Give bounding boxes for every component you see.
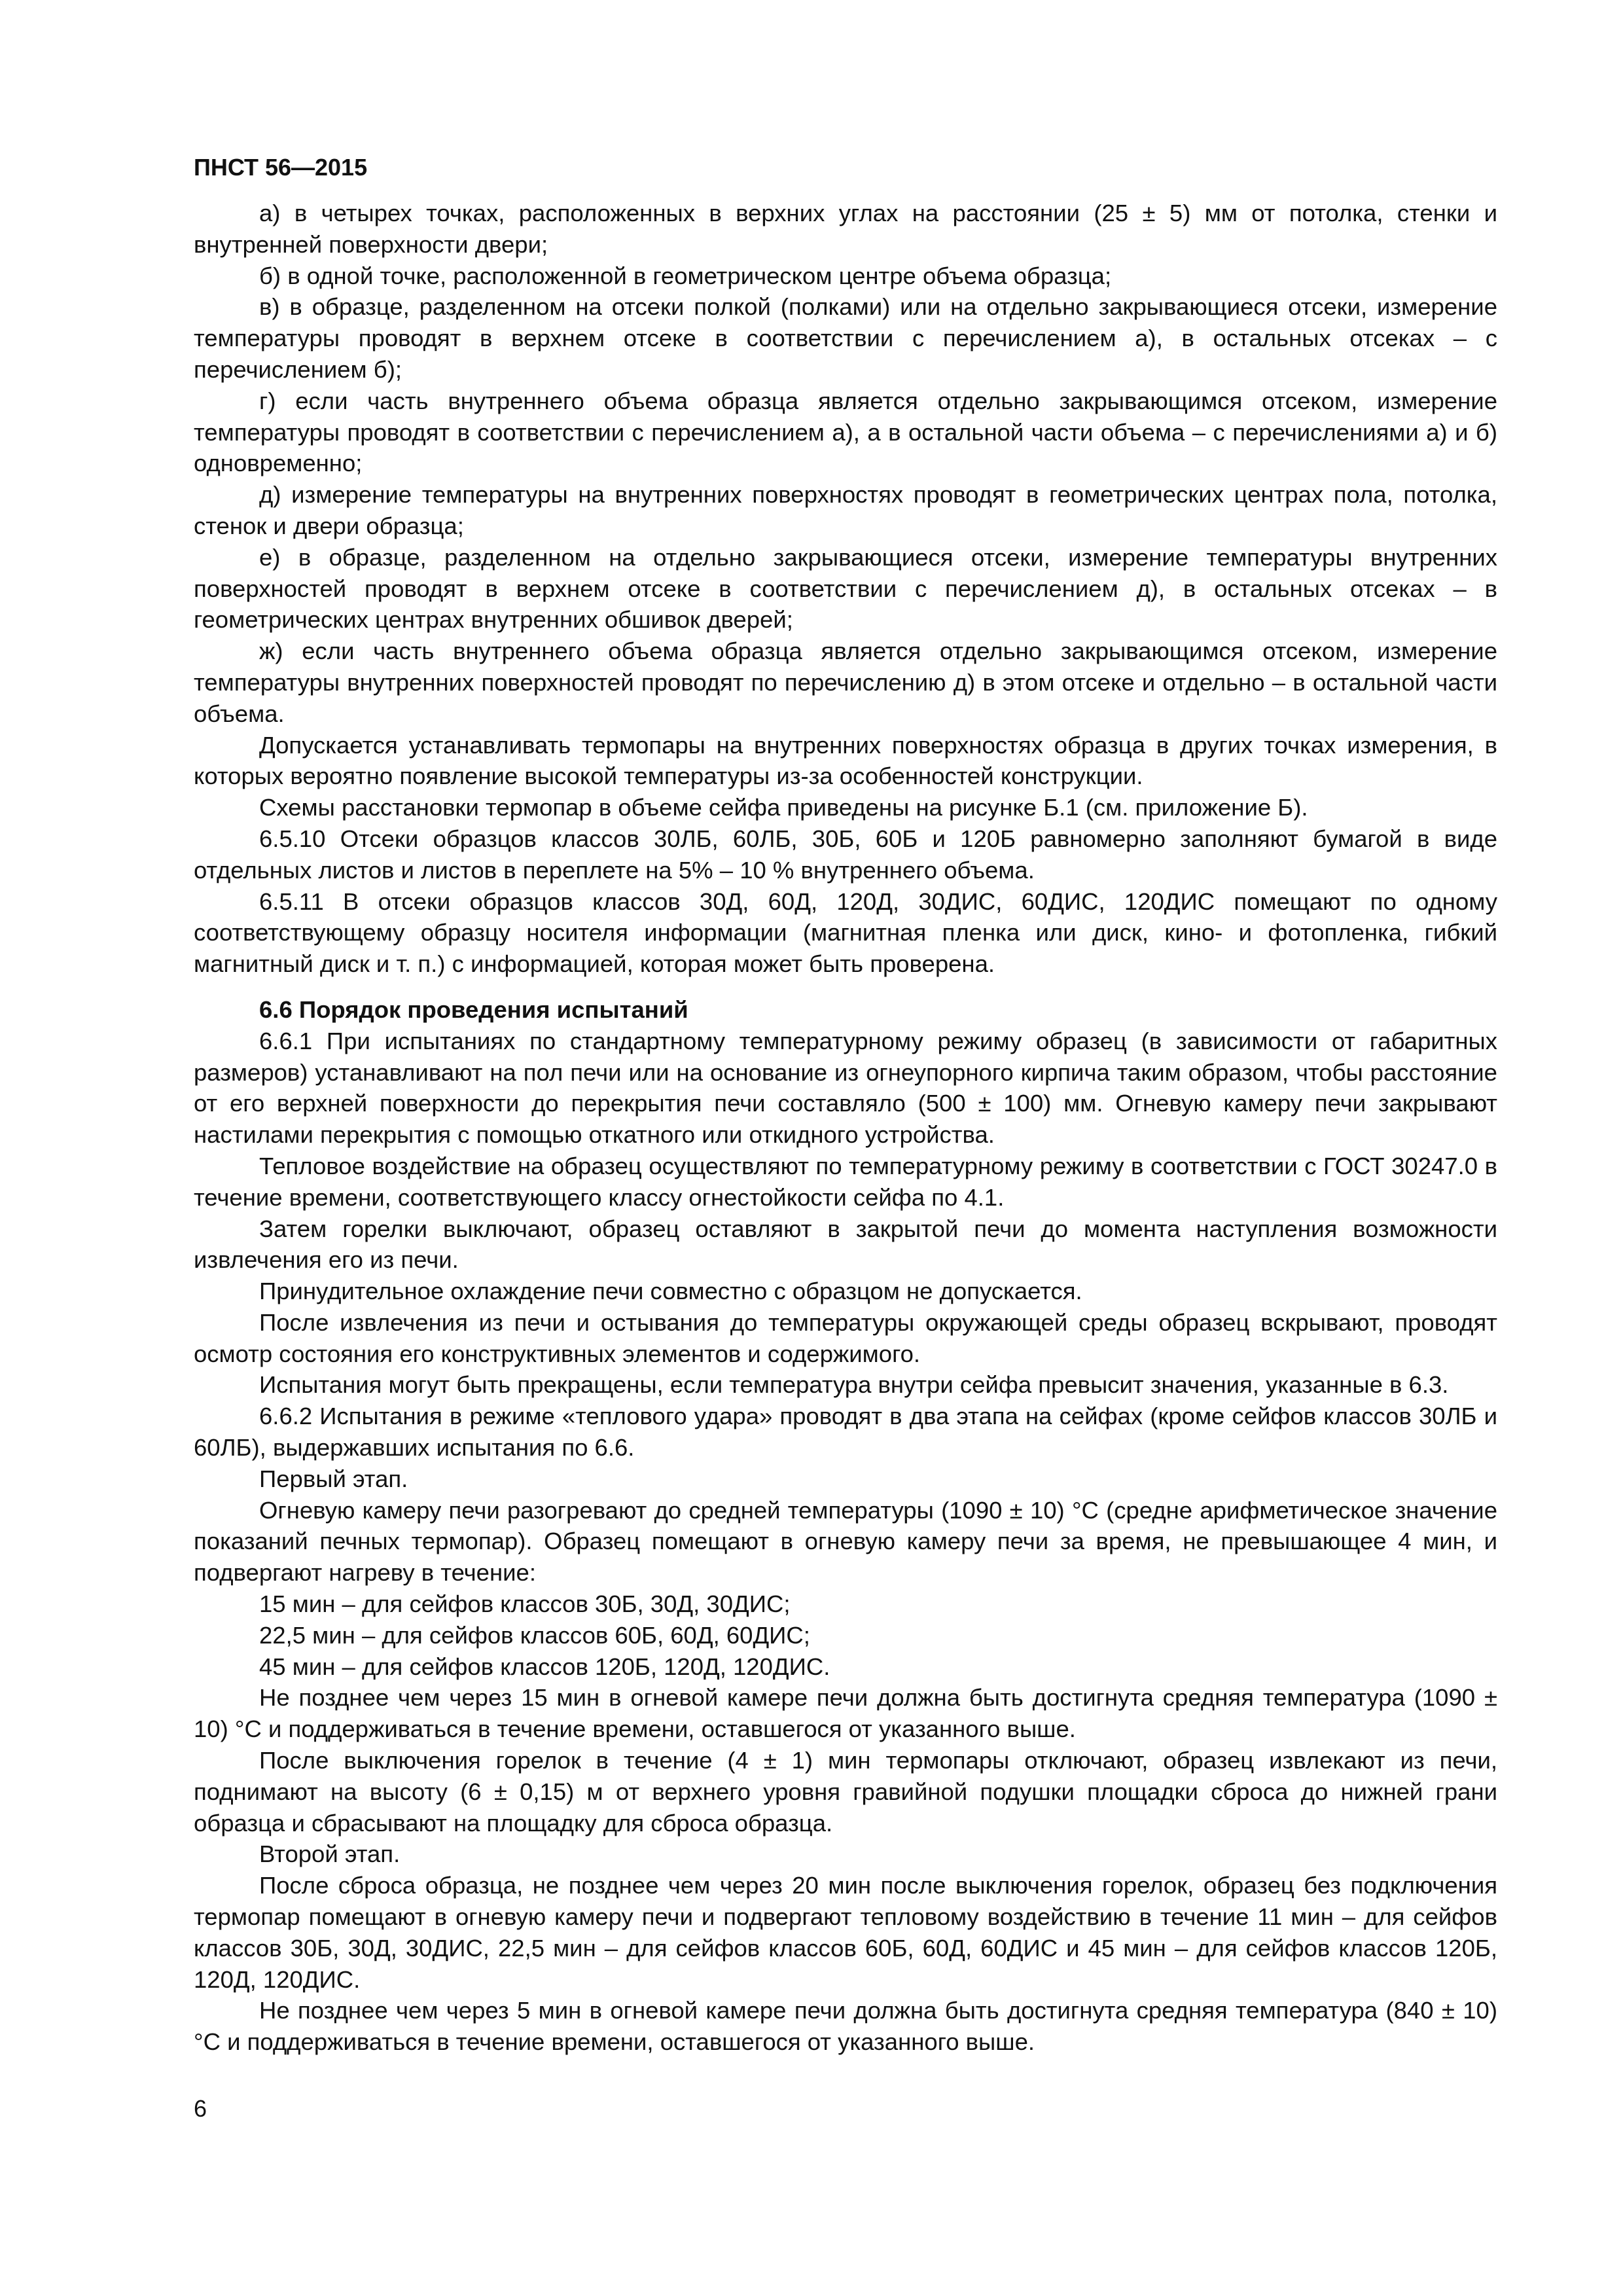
paragraph: ж) если часть внутреннего объема образца является отдельно закрывающимся отсеком, измерение температуры внутренних поверхностей проводят по перечислению д) в этом отсеке и отдельно – в остальной части объема. xyxy=(194,637,1497,727)
paragraph: 45 мин – для сейфов классов 120Б, 120Д, 120ДИС. xyxy=(259,1653,830,1680)
paragraph: Не позднее чем через 5 мин в огневой камере печи должна быть достигнута средняя температура (840 ± 10) °С и поддерживаться в течение времени, оставшегося от указанного выше. xyxy=(194,1997,1497,2056)
paragraph: 6.5.11 В отсеки образцов классов 30Д, 60Д, 120Д, 30ДИС, 60ДИС, 120ДИС помещают по одному соответствующему образцу носителя информации (магнитная пленка или диск, кино- и фотопленка, гибкий магнитный диск и т. п.) с информацией, которая может быть проверена. xyxy=(194,888,1497,978)
document-body xyxy=(194,198,1497,2058)
paragraph: 6.6.1 При испытаниях по стандартному температурному режиму образец (в зависимости от габаритных размеров) устанавливают на пол печи или на основание из огнеупорного кирпича таким образом, чтобы расстояние от его верхней поверхности до перекрытия печи составляло (500 ± 100) мм. Огневую камеру печи закрывают настилами перекрытия с помощью откатного или откидного устройства. xyxy=(194,1027,1497,1149)
paragraph: Принудительное охлаждение печи совместно с образцом не допускается. xyxy=(259,1278,1082,1305)
paragraph: г) если часть внутреннего объема образца является отдельно закрывающимся отсеком, измерение температуры проводят в соответствии с перечислением а), а в остальной части объема – с перечислениями а) и б) одновременно; xyxy=(194,387,1497,477)
paragraph: Первый этап. xyxy=(259,1465,408,1492)
paragraph: 6.5.10 Отсеки образцов классов 30ЛБ, 60ЛБ, 30Б, 60Б и 120Б равномерно заполняют бумагой в виде отдельных листов и листов в переплете на 5% – 10 % внутреннего объема. xyxy=(194,825,1497,884)
section-heading: 6.6 Порядок проведения испытаний xyxy=(259,996,688,1023)
paragraph: После выключения горелок в течение (4 ± 1) мин термопары отключают, образец извлекают из печи, поднимают на высоту (6 ± 0,15) м от верхнего уровня гравийной подушки площадки сброса до нижней грани образца и сбрасывают на площадку для сброса образца. xyxy=(194,1747,1497,1837)
paragraph: 6.6.2 Испытания в режиме «теплового удара» проводят в два этапа на сейфах (кроме сейфов классов 30ЛБ и 60ЛБ), выдержавших испытания по 6.6. xyxy=(194,1403,1497,1462)
paragraph: е) в образце, разделенном на отдельно закрывающиеся отсеки, измерение температуры внутренних поверхностей проводят в верхнем отсеке в соответствии с перечислением д), в остальных отсеках – в геометрических центрах внутренних обшивок дверей; xyxy=(194,543,1497,634)
paragraph: Тепловое воздействие на образец осуществляют по температурному режиму в соответствии с ГОСТ 30247.0 в течение времени, соответствующего классу огнестойкости сейфа по 4.1. xyxy=(194,1152,1497,1211)
paragraph: 22,5 мин – для сейфов классов 60Б, 60Д, 60ДИС; xyxy=(259,1621,810,1649)
enumeration-section xyxy=(194,198,1497,980)
paragraph: После сброса образца, не позднее чем через 20 мин после выключения горелок, образец без подключения термопар помещают в огневую камеру печи и подвергают тепловому воздействию в течение 11 мин – для сейфов классов 30Б, 30Д, 30ДИС, 22,5 мин – для сейфов классов 60Б, 60Д, 60ДИС и 45 мин – для сейфов классов 120Б, 120Д, 120ДИС. xyxy=(194,1872,1497,1993)
paragraph: д) измерение температуры на внутренних поверхностях проводят в геометрических центрах пола, потолка, стенок и двери образца; xyxy=(194,481,1497,539)
paragraph: Испытания могут быть прекращены, если температура внутри сейфа превысит значения, указанные в 6.3. xyxy=(259,1371,1449,1399)
paragraph: Огневую камеру печи разогревают до средней температуры (1090 ± 10) °С (средне арифметическое значение показаний печных термопар). Образец помещают в огневую камеру печи за время, не превышающее 4 мин, и подвергают нагреву в течение: xyxy=(194,1496,1497,1587)
paragraph: б) в одной точке, расположенной в геометрическом центре объема образца; xyxy=(259,262,1112,289)
paragraph: 15 мин – для сейфов классов 30Б, 30Д, 30ДИС; xyxy=(259,1590,791,1618)
paragraph: Схемы расстановки термопар в объеме сейфа приведены на рисунке Б.1 (см. приложение Б). xyxy=(259,794,1308,821)
paragraph: Допускается устанавливать термопары на внутренних поверхностях образца в других точках измерения, в которых вероятно появление высокой температуры из-за особенностей конструкции. xyxy=(194,731,1497,790)
paragraph: После извлечения из печи и остывания до температуры окружающей среды образец вскрывают, проводят осмотр состояния его конструктивных элементов и содержимого. xyxy=(194,1308,1497,1367)
document-header: ПНСТ 56—2015 xyxy=(194,154,368,181)
paragraph: Затем горелки выключают, образец оставляют в закрытой печи до момента наступления возможности извлечения его из печи. xyxy=(194,1215,1497,1274)
page-number: 6 xyxy=(194,2095,207,2122)
paragraph: в) в образце, разделенном на отсеки полкой (полками) или на отдельно закрывающиеся отсеки, измерение температуры проводят в верхнем отсеке в соответствии с перечислением а), в остальных отсеках – с перечислением б); xyxy=(194,293,1497,383)
paragraph: Не позднее чем через 15 мин в огневой камере печи должна быть достигнута средняя температура (1090 ± 10) °С и поддерживаться в течение времени, оставшегося от указанного выше. xyxy=(194,1684,1497,1743)
paragraph: а) в четырех точках, расположенных в верхних углах на расстоянии (25 ± 5) мм от потолка, стенки и внутренней поверхности двери; xyxy=(194,200,1497,258)
paragraph: Второй этап. xyxy=(259,1840,401,1868)
test-procedure-section xyxy=(194,1026,1497,2058)
